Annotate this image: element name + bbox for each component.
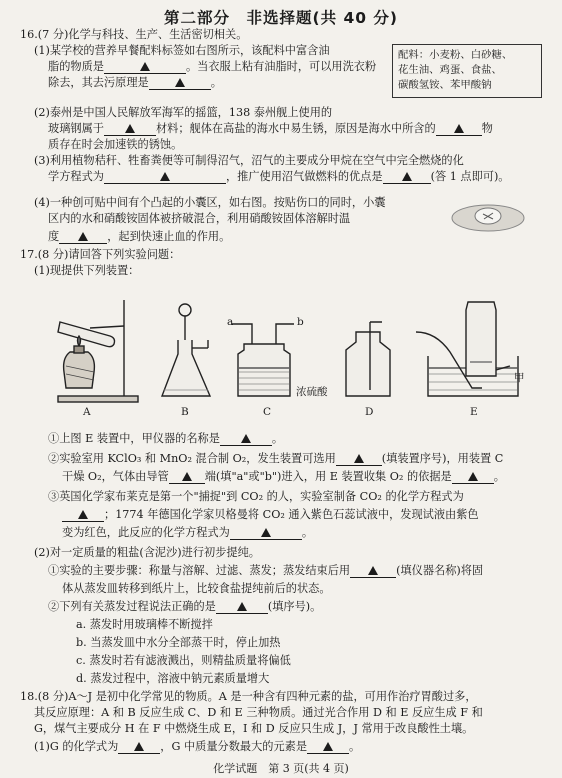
q17-text: ①实验的主要步骤：称量与溶解、过滤、蒸发；蒸发结束后用 bbox=[48, 564, 351, 577]
answer-blank[interactable] bbox=[436, 123, 482, 136]
q17-t3 bbox=[48, 600, 321, 614]
q16-text: (答 1 点即可)。 bbox=[430, 170, 510, 183]
answer-blank[interactable] bbox=[350, 565, 396, 578]
q16-text: 度 bbox=[48, 230, 60, 243]
answer-blank[interactable] bbox=[104, 171, 226, 184]
answer-blank[interactable] bbox=[383, 171, 431, 184]
answer-blank[interactable] bbox=[118, 741, 160, 754]
q17-text: (填仪器名称)将固 bbox=[396, 564, 484, 577]
apparatus-label: C bbox=[263, 406, 272, 418]
instrument-jia-label: 甲 bbox=[514, 372, 525, 384]
ingredient-line: 花生油、鸡蛋、食盐、 bbox=[398, 64, 502, 76]
q16-part2-line2 bbox=[48, 122, 493, 136]
q18-line2: 其反应原理：A 和 B 反应生成 C、D 和 E 三种物质。通过光合作用 D 和 E 反应生成 F 和 bbox=[34, 706, 483, 719]
tube-label-a: a bbox=[227, 316, 234, 328]
q17-s3 bbox=[62, 470, 505, 484]
blank-triangle-icon bbox=[241, 434, 251, 443]
q16-part2-line3: 质存在时会加速铁的锈蚀。 bbox=[48, 138, 183, 151]
answer-blank[interactable] bbox=[149, 77, 211, 90]
bandage-illustration bbox=[448, 196, 528, 236]
q17-part1-intro: (1)现提供下列装置： bbox=[34, 264, 140, 277]
q17-text: ；1774 年德国化学家贝格曼将 CO₂ 通入紫色石蕊试液中，发现试液由紫色 bbox=[104, 508, 479, 521]
blank-triangle-icon bbox=[160, 172, 170, 181]
q17-text: 干燥 O₂，气体由导管 bbox=[62, 470, 169, 483]
q16-part1-line2 bbox=[48, 60, 376, 74]
apparatus-d bbox=[346, 322, 390, 396]
answer-blank[interactable] bbox=[104, 61, 186, 74]
apparatus-b bbox=[162, 304, 210, 396]
q17-text: 。 bbox=[493, 470, 505, 483]
q17-option-c: c. 蒸发时若有滤液溅出，则精盐质量将偏低 bbox=[76, 654, 291, 667]
blank-triangle-icon bbox=[175, 78, 185, 87]
q18-line1: 18.(8 分)A～J 是初中化学常见的物质。A 是一种含有四种元素的盐，可用作治疗胃酸过多， bbox=[20, 690, 477, 703]
q16-part4-line3 bbox=[48, 230, 230, 244]
blank-triangle-icon bbox=[454, 124, 464, 133]
blank-triangle-icon bbox=[261, 528, 271, 537]
q17-option-d: d. 蒸发过程中，溶液中钠元素质量增大 bbox=[76, 672, 270, 685]
q18-line3: G，煤气主要成分 H 在 F 中燃烧生成 E，I 和 D 反应只生成 J，J 常用于改良酸性土壤。 bbox=[34, 722, 474, 735]
blank-triangle-icon bbox=[125, 124, 135, 133]
q17-t1 bbox=[48, 564, 483, 578]
apparatus-label: E bbox=[470, 406, 478, 418]
apparatus-label: D bbox=[365, 406, 374, 418]
q16-part4-line1: (4)一种创可贴中间有个凸起的小囊区，如右图。按贴伤口的同时，小囊 bbox=[34, 196, 386, 209]
blank-triangle-icon bbox=[237, 602, 247, 611]
q16-text: 玻璃钢属于 bbox=[48, 122, 104, 135]
q16-part1-line1: (1)某学校的营养早餐配料标签如右图所示，该配料中富含油 bbox=[34, 44, 330, 57]
q16-text: 材料；舰体在高盐的海水中易生锈，原因是海水中所含的 bbox=[155, 122, 436, 135]
q17-s5 bbox=[62, 508, 479, 522]
q16-text: ，起到快速止血的作用。 bbox=[107, 230, 231, 243]
q17-text: (填装置序号)，用装置 C bbox=[381, 452, 504, 465]
q17-text: 。 bbox=[271, 432, 284, 445]
q16-text: 。当衣服上粘有油脂时，可以用洗衣粉 bbox=[185, 60, 377, 73]
q17-text: 变为红色，此反应的化学方程式为 bbox=[62, 526, 230, 539]
answer-blank[interactable] bbox=[230, 527, 302, 540]
blank-triangle-icon bbox=[323, 742, 333, 751]
answer-blank[interactable] bbox=[62, 509, 104, 522]
q17-t2: 体从蒸发皿转移到纸片上，比较食盐提纯前后的状态。 bbox=[62, 582, 331, 595]
q16-text: 物 bbox=[481, 122, 493, 135]
apparatus-a bbox=[58, 300, 138, 402]
q17-option-b: b. 当蒸发皿中水分全部蒸干时，停止加热 bbox=[76, 636, 281, 649]
q16-text: 除去，其去污原理是 bbox=[48, 76, 149, 89]
q17-text: 端(填"a"或"b")进入，用 E 装置收集 O₂ 的依据是 bbox=[204, 470, 452, 483]
q17-text: (填序号)。 bbox=[267, 600, 322, 613]
tube-label-b: b bbox=[297, 316, 304, 328]
apparatus-e bbox=[416, 302, 518, 396]
q17-text: ①上图 E 装置中，甲仪器的名称是 bbox=[48, 432, 220, 445]
q16-text: 学方程式为 bbox=[48, 170, 104, 183]
answer-blank[interactable] bbox=[307, 741, 349, 754]
q17-s2 bbox=[48, 452, 503, 466]
blank-triangle-icon bbox=[134, 742, 144, 751]
blank-triangle-icon bbox=[78, 510, 88, 519]
ingredient-line: 配料：小麦粉、白砂糖、 bbox=[398, 49, 513, 61]
q18-text: ，G 中质量分数最大的元素是 bbox=[160, 740, 308, 753]
page-footer: 化学试题 第 3 页(共 4 页) bbox=[213, 762, 349, 775]
answer-blank[interactable] bbox=[216, 601, 268, 614]
blank-triangle-icon bbox=[468, 472, 478, 481]
q16-stem: 16.(7 分)化学与科技、生产、生活密切相关。 bbox=[20, 28, 248, 41]
q17-part2-intro: (2)对一定质量的粗盐(含泥沙)进行初步提纯。 bbox=[34, 546, 260, 559]
answer-blank[interactable] bbox=[104, 123, 156, 136]
answer-blank[interactable] bbox=[220, 433, 272, 446]
blank-triangle-icon bbox=[354, 454, 364, 463]
apparatus-label: B bbox=[181, 406, 189, 418]
q17-s6 bbox=[62, 526, 313, 540]
answer-blank[interactable] bbox=[169, 471, 205, 484]
answer-blank[interactable] bbox=[452, 471, 494, 484]
acid-label: 浓硫酸 bbox=[296, 386, 328, 398]
q16-part3-line1: (3)利用植物秸秆、牲畜粪便等可制得沼气，沼气的主要成分甲烷在空气中完全燃烧的化 bbox=[34, 154, 464, 167]
blank-triangle-icon bbox=[182, 472, 192, 481]
q16-part1-line3 bbox=[48, 76, 222, 90]
q17-option-a: a. 蒸发时用玻璃棒不断搅拌 bbox=[76, 618, 213, 631]
q16-text: ，推广使用沼气做燃料的优点是 bbox=[225, 170, 383, 183]
q17-s1 bbox=[48, 432, 283, 446]
ingredient-label-box bbox=[392, 44, 542, 98]
q16-text: 。 bbox=[210, 76, 222, 89]
q18-text: 。 bbox=[349, 740, 361, 753]
ingredient-line: 碳酸氢铵、苯甲酸钠 bbox=[398, 79, 492, 91]
blank-triangle-icon bbox=[368, 566, 378, 575]
q17-text: 。 bbox=[301, 526, 314, 539]
blank-triangle-icon bbox=[402, 172, 412, 181]
apparatus-c bbox=[232, 324, 294, 396]
apparatus-label: A bbox=[83, 406, 91, 418]
answer-blank[interactable] bbox=[336, 453, 382, 466]
q17-text: ②实验室用 KClO₃ 和 MnO₂ 混合制 O₂，发生装置可选用 bbox=[48, 452, 336, 465]
q18-part1 bbox=[34, 740, 360, 754]
blank-triangle-icon bbox=[78, 232, 88, 241]
q16-part4-line2: 区内的水和硝酸铵固体被挤破混合，利用硝酸铵固体溶解时温 bbox=[48, 212, 351, 225]
answer-blank[interactable] bbox=[59, 231, 107, 244]
q17-s4: ③英国化学家布莱克是第一个"捕捉"到 CO₂ 的人，实验室制备 CO₂ 的化学方程式为 bbox=[48, 490, 464, 503]
q16-text: 脂的物质是 bbox=[48, 60, 104, 73]
apparatus-diagram bbox=[40, 292, 520, 422]
blank-triangle-icon bbox=[140, 62, 150, 71]
q18-text: (1)G 的化学式为 bbox=[34, 740, 119, 753]
q16-part3-line2 bbox=[48, 170, 510, 184]
q17-stem: 17.(8 分)请回答下列实验问题： bbox=[20, 248, 181, 261]
q17-text: ②下列有关蒸发过程说法正确的是 bbox=[48, 600, 216, 613]
q16-part2-line1: (2)泰州是中国人民解放军海军的摇篮，138 泰州舰上使用的 bbox=[34, 106, 333, 119]
section-heading: 第二部分 非选择题(共 40 分) bbox=[163, 9, 399, 27]
